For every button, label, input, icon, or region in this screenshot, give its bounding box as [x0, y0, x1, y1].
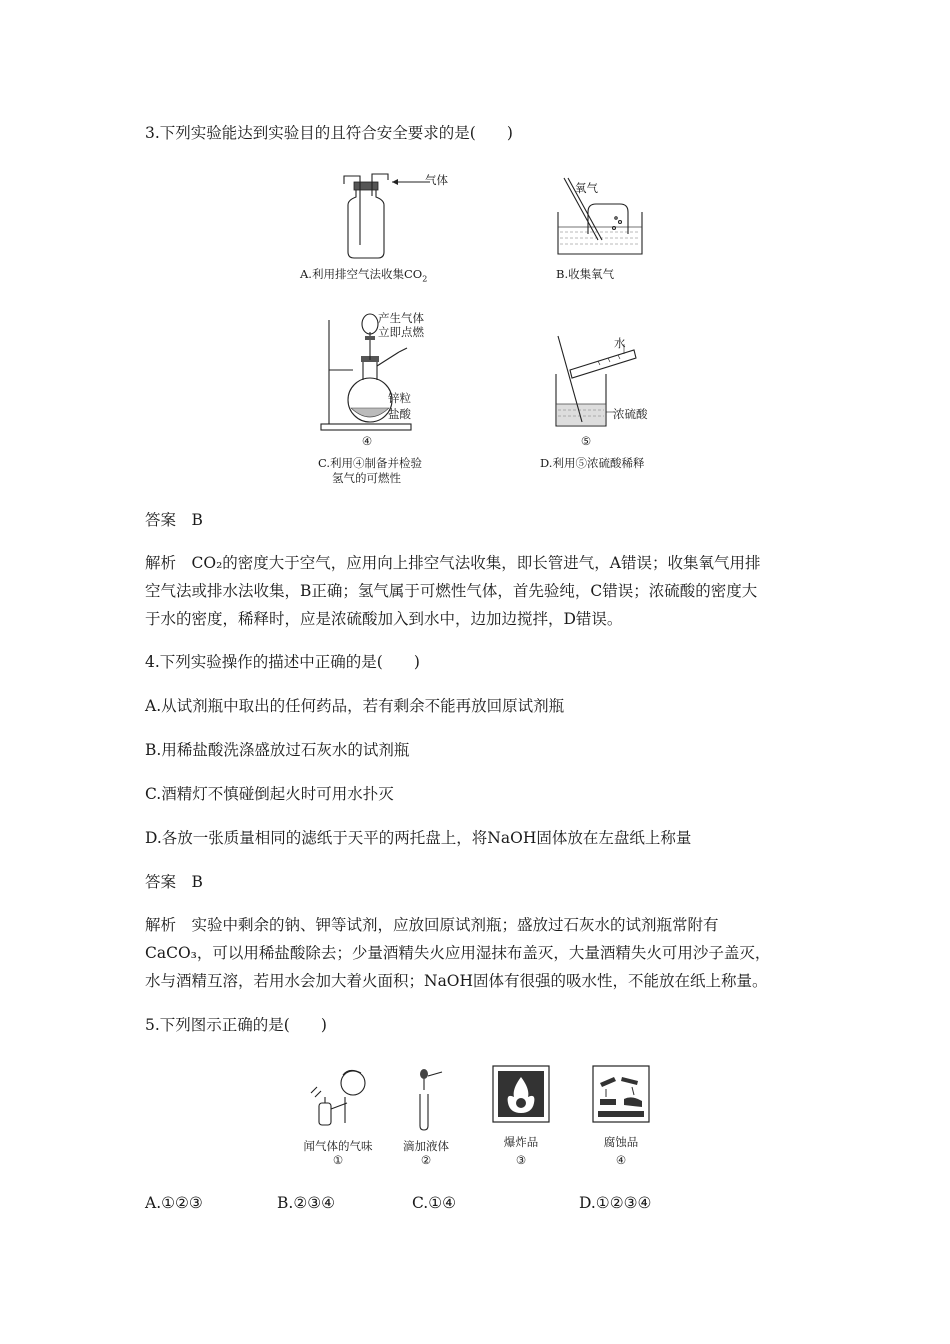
q3-stem: 3.下列实验能达到实验目的且符合安全要求的是( ) [145, 124, 513, 142]
q3-fig-c-caption-2: 氢气的可燃性 [332, 471, 401, 485]
q3-fig-d-water-label: 水 [614, 336, 626, 350]
q3-fig-b-oxygen-label: 氧气 [575, 181, 598, 195]
q3-fig-b-caption: B.收集氧气 [556, 267, 615, 281]
q5-figure-2-label: 滴加液体 [403, 1139, 449, 1153]
q3-fig-c-number: ④ [361, 434, 373, 448]
q5-option-a: A.①②③ [145, 1194, 203, 1212]
q4-stem: 4.下列实验操作的描述中正确的是( ) [145, 653, 420, 671]
q3-fig-d-number: ⑤ [580, 434, 592, 448]
q3-fig-c-gas-label-2: 立即点燃 [378, 325, 424, 339]
q4-option-c: C.酒精灯不慎碰倒起火时可用水扑灭 [145, 785, 394, 803]
q4-analysis-line-2: CaCO₃，可以用稀盐酸除去；少量酒精失火应用湿抹布盖灭，大量酒精失火可用沙子盖灭， [145, 944, 771, 962]
q3-fig-c-gas-label-1: 产生气体 [378, 311, 424, 325]
q5-figure-4-label: 腐蚀品 [603, 1135, 639, 1149]
q3-figure-b-water-collection [550, 172, 650, 262]
q5-figure-2-number: ② [420, 1153, 432, 1167]
q5-figure-3-explosive-sign [492, 1065, 550, 1123]
q4-answer: 答案 B [145, 873, 203, 891]
q3-fig-a-caption: A.利用排空气法收集$CO_2$ [300, 267, 428, 284]
q4-option-b: B.用稀盐酸洗涤盛放过石灰水的试剂瓶 [145, 741, 410, 759]
q3-analysis-line-1: 解析 CO₂的密度大于空气，应用向上排空气法收集，即长管进气，A错误；收集氧气用排 [145, 554, 761, 572]
q5-figure-1-number: ① [332, 1153, 344, 1167]
q5-figure-3-label: 爆炸品 [503, 1135, 539, 1149]
q5-stem: 5.下列图示正确的是( ) [145, 1016, 327, 1034]
q5-figure-1-smell-icon [305, 1063, 375, 1131]
q3-fig-d-caption: D.利用⑤浓硫酸稀释 [540, 456, 645, 470]
q5-figure-3-number: ③ [515, 1153, 527, 1167]
q3-fig-c-caption-1: C.利用④制备并检验 [318, 456, 423, 470]
q5-figure-2-dropper-icon [410, 1068, 450, 1132]
q3-fig-a-gas-label: 气体 [425, 173, 448, 187]
q4-option-a: A.从试剂瓶中取出的任何药品，若有剩余不能再放回原试剂瓶 [145, 697, 565, 715]
q5-figure-1-label: 闻气体的气味 [303, 1139, 373, 1153]
q5-option-c: C.①④ [412, 1194, 457, 1212]
q3-analysis-line-3: 于水的密度，稀释时，应是浓硫酸加入到水中，边加边搅拌，D错误。 [145, 610, 623, 628]
q4-analysis-line-1: 解析 实验中剩余的钠、钾等试剂，应放回原试剂瓶；盛放过石灰水的试剂瓶常附有 [145, 916, 719, 934]
q4-analysis-line-3: 水与酒精互溶，若用水会加大着火面积；NaOH固体有很强的吸水性，不能放在纸上称量。 [145, 972, 768, 990]
q5-option-d: D.①②③④ [579, 1194, 652, 1212]
q5-figure-4-corrosive-sign [592, 1065, 650, 1123]
q3-analysis-line-2: 空气法或排水法收集，B正确；氢气属于可燃性气体，首先验纯，C错误；浓硫酸的密度大 [145, 582, 758, 600]
q3-answer: 答案 B [145, 511, 203, 529]
q3-fig-c-acid-label: 盐酸 [388, 407, 411, 421]
q5-option-b: B.②③④ [277, 1194, 336, 1212]
q3-fig-d-acid-label: 浓硫酸 [613, 407, 648, 421]
q3-fig-c-zinc-label: 锌粒 [388, 391, 411, 405]
q4-option-d: D.各放一张质量相同的滤纸于天平的两托盘上，将NaOH固体放在左盘纸上称量 [145, 829, 692, 847]
q5-figure-4-number: ④ [615, 1153, 627, 1167]
